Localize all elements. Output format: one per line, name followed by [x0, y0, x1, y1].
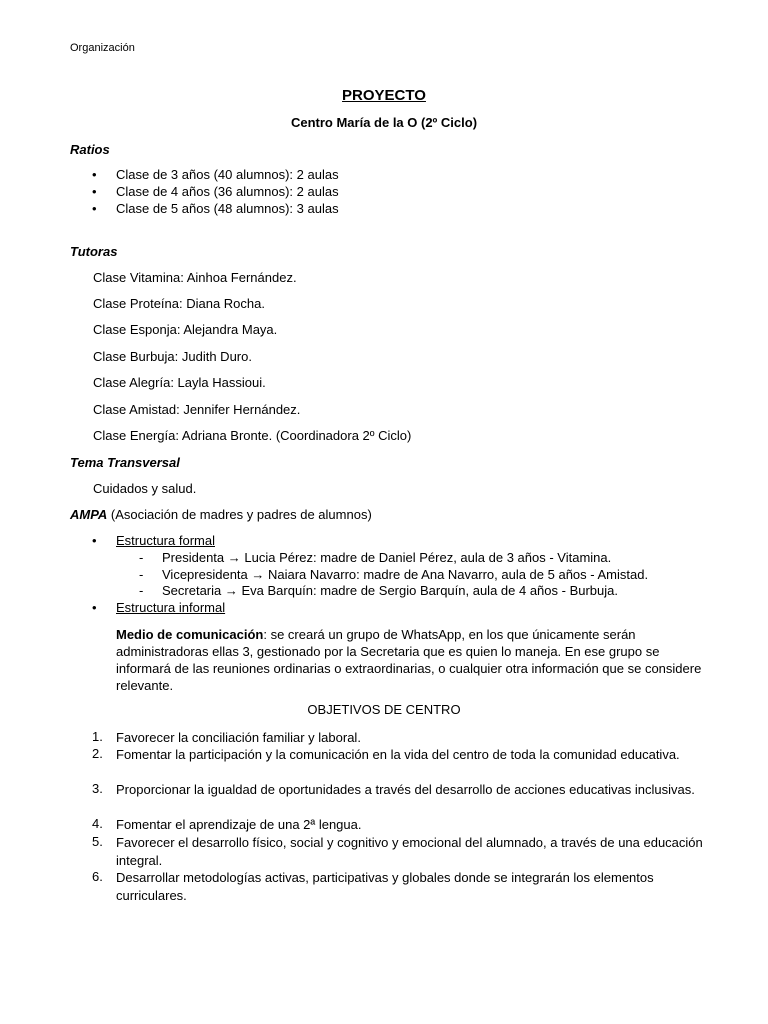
tutora-item: Clase Alegría: Layla Hassioui.	[93, 375, 266, 390]
objetivo-text: Favorecer la conciliación familiar y laboral.	[116, 730, 361, 745]
dash-icon: -	[139, 567, 144, 582]
estructura-formal-label: Estructura formal	[116, 533, 215, 548]
objetivo-number: 1.	[92, 729, 103, 744]
tema-heading: Tema Transversal	[70, 455, 180, 470]
objetivo-text: Desarrollar metodologías activas, participativas y globales donde se integrarán los elementos curriculares.	[116, 870, 654, 903]
objetivo-text: Proporcionar la igualdad de oportunidades a través del desarrollo de acciones educativas inclusivas.	[116, 782, 695, 797]
formal-item: Vicepresidenta → Naiara Navarro: madre de Ana Navarro, aula de 5 años - Amistad.	[162, 567, 649, 582]
tutora-item: Clase Esponja: Alejandra Maya.	[93, 322, 278, 337]
objetivo-text: Favorecer el desarrollo físico, social y cognitivo y emocional del alumnado, a través de una educación integral.	[116, 835, 703, 868]
tema-text: Cuidados y salud.	[93, 481, 197, 496]
tutora-item: Clase Burbuja: Judith Duro.	[93, 349, 252, 364]
bullet-icon: •	[92, 533, 97, 548]
objetivo-number: 2.	[92, 746, 103, 761]
ampa-description: (Asociación de madres y padres de alumnos)	[107, 507, 372, 522]
tutora-item: Clase Amistad: Jennifer Hernández.	[93, 402, 301, 417]
bullet-icon: •	[92, 184, 97, 199]
medio-comunicacion-paragraph	[116, 626, 706, 694]
ampa-line	[70, 507, 372, 522]
formal-item: Secretaria → Eva Barquín: madre de Sergio Barquín, aula de 4 años - Burbuja.	[162, 583, 618, 598]
dash-icon: -	[139, 583, 144, 598]
document-subtitle: Centro María de la O (2º Ciclo)	[290, 115, 478, 130]
bullet-icon: •	[92, 167, 97, 182]
ratio-item: Clase de 5 años (48 alumnos): 3 aulas	[116, 201, 339, 216]
tutora-item: Clase Vitamina: Ainhoa Fernández.	[93, 270, 297, 285]
formal-item: Presidenta → Lucia Pérez: madre de Daniel Pérez, aula de 3 años - Vitamina.	[162, 550, 612, 565]
medio-text: : se creará un grupo de WhatsApp, en los que únicamente serán administradoras ellas 3, gestionado por la Secretaria que es quien lo maneja. En ese grupo se informará de las reuniones ordinarias o extraordinarias, o cualquier otra información que se considere relevante.	[116, 627, 702, 693]
ampa-heading: AMPA	[70, 507, 108, 522]
tutora-item: Clase Proteína: Diana Rocha.	[93, 296, 265, 311]
bullet-icon: •	[92, 600, 97, 615]
objetivo-number: 4.	[92, 816, 103, 831]
objetivo-text: Fomentar el aprendizaje de una 2ª lengua.	[116, 817, 362, 832]
ratio-item: Clase de 4 años (36 alumnos): 2 aulas	[116, 184, 339, 199]
objetivos-heading: OBJETIVOS DE CENTRO	[307, 702, 461, 717]
objetivo-number: 3.	[92, 781, 103, 796]
ratio-item: Clase de 3 años (40 alumnos): 2 aulas	[116, 167, 339, 182]
dash-icon: -	[139, 550, 144, 565]
bullet-icon: •	[92, 201, 97, 216]
ratios-heading: Ratios	[70, 142, 110, 157]
estructura-informal-label: Estructura informal	[116, 600, 226, 615]
objetivo-text: Fomentar la participación y la comunicación en la vida del centro de toda la comunidad educativa.	[116, 747, 680, 762]
tutora-item: Clase Energía: Adriana Bronte. (Coordinadora 2º Ciclo)	[93, 428, 412, 443]
medio-label: Medio de comunicación	[116, 627, 264, 642]
tutoras-heading: Tutoras	[70, 244, 118, 259]
objetivo-number: 6.	[92, 869, 103, 884]
objetivo-number: 5.	[92, 834, 103, 849]
page-header: Organización	[70, 42, 135, 54]
document-title: PROYECTO	[342, 87, 426, 104]
